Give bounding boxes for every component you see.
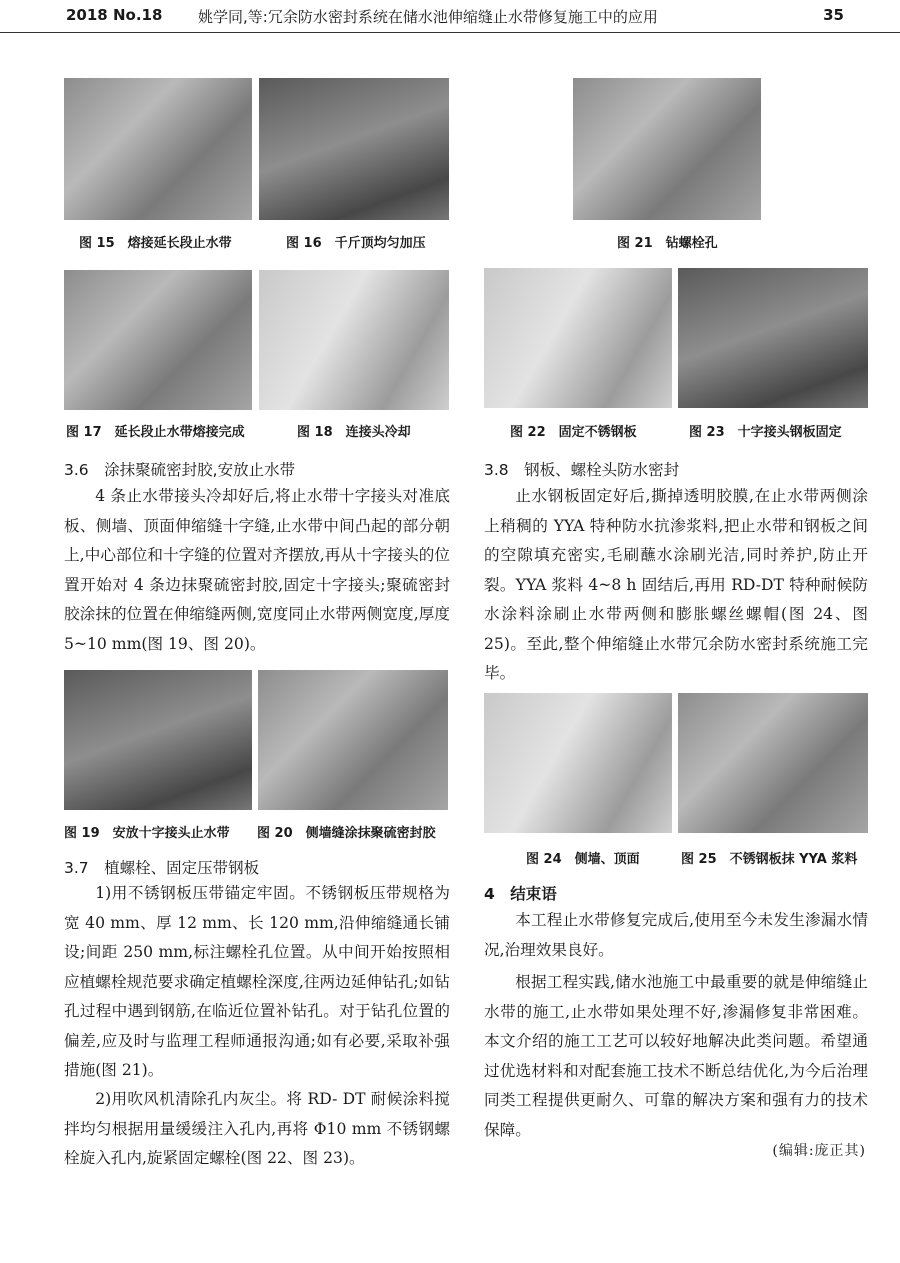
photo-fig20: [258, 670, 448, 810]
section-3-6-title: 3.6 涂抹聚硫密封胶,安放止水带: [64, 461, 296, 479]
section-4-paragraph-1: 本工程止水带修复完成后,使用至今未发生渗漏水情况,治理效果良好。: [484, 911, 868, 959]
running-title: 姚学同,等:冗余防水密封系统在储水池伸缩缝止水带修复施工中的应用: [198, 8, 658, 26]
caption-fig25: 图 25 不锈钢板抹 YYA 浆料: [681, 852, 858, 867]
journal-issue: 2018 No.18: [66, 6, 163, 24]
section-3-7-paragraph-2: 2)用吹风机清除孔内灰尘。将 RD- DT 耐候涂料搅拌均匀根据用量缓缓注入孔内,再将 Φ10 mm 不锈钢螺栓旋入孔内,旋紧固定螺栓(图 22、图 23)。: [64, 1090, 450, 1167]
section-4-title: 4 结束语: [484, 885, 557, 903]
photo-fig18: [259, 270, 449, 410]
running-header: [0, 0, 900, 33]
editor-note: (编辑:庞正其): [772, 1143, 866, 1159]
photo-fig22: [484, 268, 672, 408]
caption-fig17: 图 17 延长段止水带熔接完成: [66, 425, 245, 440]
section-3-8-title: 3.8 钢板、螺栓头防水密封: [484, 461, 680, 479]
caption-fig19: 图 19 安放十字接头止水带: [64, 826, 230, 841]
caption-fig24: 图 24 侧墙、顶面: [526, 852, 640, 867]
caption-fig23: 图 23 十字接头钢板固定: [689, 425, 842, 440]
caption-fig22: 图 22 固定不锈钢板: [510, 425, 637, 440]
photo-fig21: [573, 78, 761, 220]
section-3-8-paragraph: 止水钢板固定好后,撕掉透明胶膜,在止水带两侧涂上稍稠的 YYA 特种防水抗渗浆料,把止水带和钢板之间的空隙填充密实,毛刷蘸水涂刷光洁,同时养护,防止开裂。YYA 浆料 4~8 h 固结后,再用 RD-DT 特种耐候防水涂料涂刷止水带两侧和膨胀螺丝螺帽(图 24、图 25)。至此,整个伸缩缝止水带冗余防水密封系统施工完毕。: [484, 487, 868, 682]
photo-fig19: [64, 670, 252, 810]
photo-fig23: [678, 268, 868, 408]
section-3-6-paragraph: 4 条止水带接头冷却好后,将止水带十字接头对准底板、侧墙、顶面伸缩缝十字缝,止水带中间凸起的部分朝上,中心部位和十字缝的位置对齐摆放,再从十字接头的位置开始对 4 条边抹聚硫密封胶,固定十字接头;聚硫密封胶涂抹的位置在伸缩缝两侧,宽度同止水带两侧宽度,厚度 5~10 mm(图 19、图 20)。: [64, 487, 450, 653]
section-3-7-paragraph-1: 1)用不锈钢板压带锚定牢固。不锈钢板压带规格为宽 40 mm、厚 12 mm、长 120 mm,沿伸缩缝通长铺设;间距 250 mm,标注螺栓孔位置。从中间开始按照相应植螺栓规范要求确定植螺栓深度,往两边延伸钻孔;如钻孔过程中遇到钢筋,在临近位置补钻孔。对于钻孔位置的偏差,应及时与监理工程师通报沟通;如有必要,采取补强措施(图 21)。: [64, 884, 450, 1079]
photo-fig25: [678, 693, 868, 833]
page-number: 35: [823, 6, 844, 24]
photo-fig16: [259, 78, 449, 220]
photo-fig15: [64, 78, 252, 220]
caption-fig20: 图 20 侧墙缝涂抹聚硫密封胶: [257, 826, 436, 841]
section-3-7-title: 3.7 植螺栓、固定压带钢板: [64, 859, 260, 877]
photo-fig17: [64, 270, 252, 410]
caption-fig18: 图 18 连接头冷却: [297, 425, 411, 440]
caption-fig16: 图 16 千斤顶均匀加压: [286, 236, 426, 251]
photo-fig24: [484, 693, 672, 833]
caption-fig15: 图 15 熔接延长段止水带: [79, 236, 232, 251]
caption-fig21: 图 21 钻螺栓孔: [617, 236, 718, 251]
section-4-paragraph-2: 根据工程实践,储水池施工中最重要的就是伸缩缝止水带的施工,止水带如果处理不好,渗漏修复非常困难。本文介绍的施工工艺可以较好地解决此类问题。希望通过优选材料和对配套施工技术不断总结优化,为今后治理同类工程提供更耐久、可靠的解决方案和强有力的技术保障。: [484, 973, 868, 1139]
